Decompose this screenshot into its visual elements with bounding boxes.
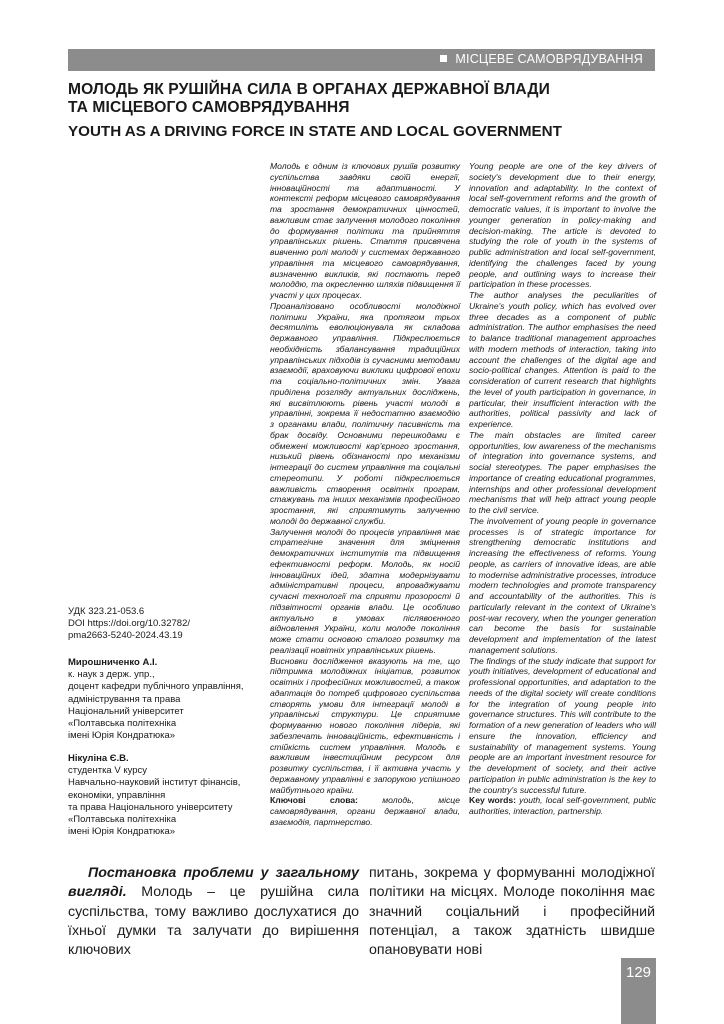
abstract-ua-p2: Проаналізовано особливості молодіжної політики України, яка протягом трьох десятиліть еволюціонувала як складова державного управління. Підкреслюється необхідність збалансування традиційних управлінських підходів із сучасними методами взаємодії, враховуючи виклики цифрової епохи та соціально-політичних змін. Увага приділена розгляду актуальних досліджень, які висвітлюють рівень участі молоді в управлінні, зокрема її недостатню взаємодію з органами влади, політичну пасивність та брак досвіду. Основними перешкодами є обмежені можливості кар'єрного зростання, низький рівень обізнаності про механізми інтеграції до систем управління та соціальні стереотипи. У роботі підкреслюється важливість створення освітніх програм, стажувань та інших механізмів професійного зростання, які сприятимуть залученню молоді до державної служби. — [270, 300, 460, 526]
doi-line2: pma2663-5240-2024.43.19 — [68, 630, 183, 642]
article-title-en: YOUTH AS A DRIVING FORCE IN STATE AND LOCAL GOVERNMENT — [68, 123, 562, 140]
page-number: 129 — [625, 964, 652, 981]
body-column-2: питань, зокрема у формуванні молодіжної політики на місцях. Молоде покоління має значний соціальний і професійний потенціал, а також здатність швидше опановувати нові — [369, 865, 655, 959]
author2-line: Навчально-науковий інститут фінансів, — [68, 777, 241, 789]
article-identifiers — [68, 606, 263, 643]
title-ua-line1: МОЛОДЬ ЯК РУШІЙНА СИЛА В ОРГАНАХ ДЕРЖАВНОЇ ВЛАДИ — [68, 81, 550, 98]
keywords-en-label: Key words: — [469, 795, 517, 806]
abstract-ua — [270, 161, 460, 828]
abstract-en-p3: The main obstacles are limited career opportunities, low awareness of the mechanisms of integration into governance systems, and social stereotypes. The paper emphasises the importance of creating educational programmes, internships and other professional development mechanisms that will help attract young people to the civil service. — [469, 429, 656, 515]
abstract-en-p2: The author analyses the peculiarities of Ukraine's youth policy, which has evolved over three decades as a component of public administration. The author emphasises the need to balance traditional management approaches with modern methods of interaction, taking into account the challenges of the digital age and socio-political changes. Attention is paid to the consideration of current research that highlights the level of youth participation in governance, in particular, their insufficient interaction with the authorities, political passivity and lack of experience. — [469, 290, 656, 429]
section-label — [440, 52, 643, 66]
body-col1-text: Молодь – це рушійна сила суспільства, тому важливо дослухатися до їхньої думки та залучати до вирішення ключових — [68, 884, 359, 959]
abstract-en — [469, 161, 656, 817]
abstract-en-p1: Young people are one of the key drivers of society's development due to their energy, innovation and adaptability. In the context of local self-government reforms and the growth of democratic values, it is important to involve the younger generation in policy-making and decision-making. The article is devoted to studying the role of youth in the systems of public administration and local self-government, identifying the challenges faced by young people, and outlining ways to increase their participation in these processes. — [469, 161, 656, 290]
author1-name: Мирошниченко А.І. — [68, 657, 158, 668]
keywords-en-text: youth, local self-government, public authorities, interaction, partnership. — [469, 795, 657, 816]
abstract-ua-p3: Залучення молоді до процесів управління має стратегічне значення для зміцнення демократичних інститутів та підвищення ефективності реформ. Молодь, як носій інноваційних ідей, здатна модернізувати адміністративні процеси, впроваджувати сучасні технології та сприяти прозорості й підзвітності органів влади. Це особливо актуально в умовах післявоєнного відновлення України, коли молоде покоління може стати основою сталого розвитку та реалізації новітніх управлінських рішень. — [270, 526, 460, 655]
abstract-en-p4: The involvement of young people in governance processes is of strategic importance for strengthening democratic institutions and increasing the effectiveness of reforms. Young people, as carriers of innovative ideas, are able to modernise administrative processes, introduce modern technologies and promote transparency and accountability of the authorities. This is particularly relevant in the context of Ukraine's post-war recovery, when the younger generation can become the basis for sustainable development and implementation of the latest management solutions. — [469, 515, 656, 655]
article-title-ua — [68, 81, 668, 117]
author1-line: адміністрування та права — [68, 693, 181, 705]
author2-line: «Полтавська політехніка — [68, 814, 177, 826]
author2-line: економіки, управління — [68, 789, 166, 801]
body-column-1 — [68, 864, 359, 960]
author1-line: Національний університет — [68, 705, 184, 717]
square-bullet-icon — [440, 55, 447, 62]
author1-line: імені Юрія Кондратюка» — [68, 730, 176, 742]
author2-line: студентка V курсу — [68, 765, 148, 777]
section-header-bar — [68, 49, 655, 71]
author2-line: та права Національного університету — [68, 801, 233, 813]
section-lead: Постановка проблеми у загальному вигляді. — [68, 865, 359, 901]
author2-line: імені Юрія Кондратюка» — [68, 826, 176, 838]
author1-line: к. наук з держ. упр., — [68, 669, 155, 681]
author-block-1 — [68, 657, 263, 742]
abstract-ua-p1: Молодь є одним із ключових рушіїв розвитку суспільства завдяки своїй енергії, інноваційності та адаптивності. У контексті реформ місцевого самоврядування та зростання демократичних цінностей, важливим стає залучення молодого покоління до формування політики та прийняття управлінських рішень. Стаття присвячена вивченню ролі молоді у системах державного управління та місцевого самоврядування, визначенню викликів, які постають перед молоддю, та окресленню шляхів підвищення її участі у цих процесах. — [270, 161, 460, 300]
udc-code: УДК 323.21-053.6 — [68, 606, 145, 617]
keywords-ua-text: молодь, місце самоврядування, органи державної влади, взаємодія, партнерство. — [270, 795, 460, 827]
keywords-ua-label: Ключові слова: — [270, 795, 359, 806]
author2-name: Нікуліна Є.В. — [68, 753, 129, 764]
page-number-tab — [621, 958, 656, 1024]
author-block-2 — [68, 753, 263, 838]
doi-line1: DOI https://doi.org/10.32782/ — [68, 618, 190, 630]
title-ua-line2: ТА МІСЦЕВОГО САМОВРЯДУВАННЯ — [68, 99, 350, 116]
keywords-ua — [270, 795, 460, 827]
abstract-ua-p4: Висновки дослідження вказують на те, що підтримка молодіжних ініціатив, розвиток освітніх і професійних можливостей, а також адаптація до потреб цифрового суспільства створять умови для інтеграції молоді в управлінські структури. Це сприятиме формуванню нового покоління лідерів, які забезпечать інноваційність, ефективність і стійкість систем управління. Молодь є важливим інвестиційним ресурсом для розвитку суспільства, і її активна участь у державному управлінні є запорукою успішного майбутнього країни. — [270, 655, 460, 795]
author1-line: доцент кафедри публічного управління, — [68, 681, 244, 693]
keywords-en — [469, 795, 656, 817]
author1-line: «Полтавська політехніка — [68, 718, 177, 730]
section-title: МІСЦЕВЕ САМОВРЯДУВАННЯ — [455, 52, 643, 66]
abstract-en-p5: The findings of the study indicate that support for youth initiatives, development of educational and professional opportunities, and adaptation to the needs of the digital society will create conditions for the integration of young people into governance structures. This will contribute to the formation of a new generation of leaders who will ensure the innovation, efficiency and sustainability of management systems. Young people are an important investment resource for the development of society, and their active participation in public administration is the key to the country's successful future. — [469, 655, 656, 795]
